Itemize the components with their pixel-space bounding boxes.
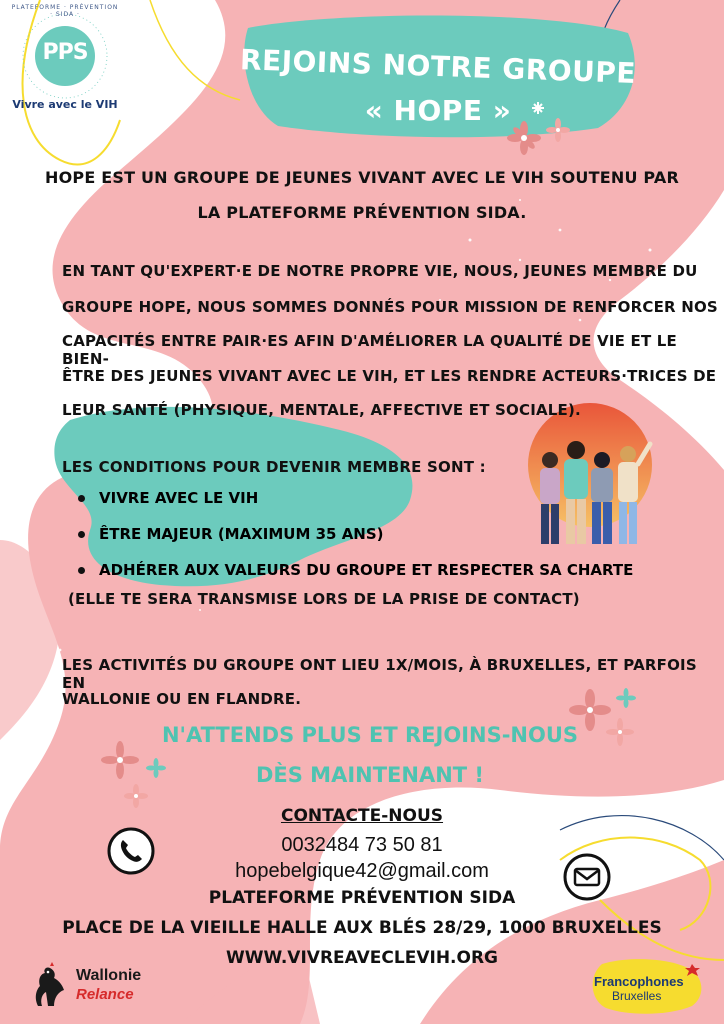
logo-initials: PPS [42,40,88,65]
cta-line1: N'ATTENDS PLUS ET REJOINS-NOUS [161,723,579,747]
phone-icon [106,826,156,876]
flower-icon [502,100,582,160]
mail-icon [562,852,612,902]
wallonie-label: Wallonie [76,967,142,984]
logo-tagline: Vivre avec le VIH [12,98,118,111]
relance-label: Relance [76,986,134,1003]
contact-org: PLATEFORME PRÉVENTION SIDA [208,888,516,908]
list-item: ÊTRE MAJEUR (MAXIMUM 35 ANS) [78,516,633,552]
conditions-list [78,480,633,588]
mission-line-1: EN TANT QU'EXPERT·E DE NOTRE PROPRE VIE, NOUS, JEUNES MEMBRE DU [62,262,698,280]
rooster-icon [28,962,72,1012]
flower-icon [568,680,648,770]
mission-line-3: CAPACITÉS ENTRE PAIR·ES AFIN D'AMÉLIORER LA QUALITÉ DE VIE ET LE BIEN- [62,332,678,368]
intro-line1: HOPE EST UN GROUPE DE JEUNES VIVANT AVEC LE VIH SOUTENU PAR [45,168,679,187]
list-item: VIVRE AVEC LE VIH [78,480,633,516]
cta-line2: DÈS MAINTENANT ! [255,763,485,787]
logo-ring-text: PLATEFORME · PRÉVENTION · SIDA · [11,4,119,18]
intro-line2: LA PLATEFORME PRÉVENTION SIDA. [197,203,527,222]
contact-phone[interactable]: 0032484 73 50 81 [281,834,443,856]
pps-logo [10,4,120,114]
mission-line-5: LEUR SANTÉ (PHYSIQUE, MENTALE, AFFECTIVE ET SOCIALE). [62,401,581,419]
list-item: ADHÉRER AUX VALEURS DU GROUPE ET RESPECTER SA CHARTE [78,552,633,588]
bruxelles-label: Bruxelles [612,989,662,1003]
contact-address: PLACE DE LA VIEILLE HALLE AUX BLÉS 28/29, 1000 BRUXELLES [62,918,662,938]
contact-heading: CONTACTE-NOUS [280,806,444,826]
flower-icon [98,734,168,814]
activities-line1: LES ACTIVITÉS DU GROUPE ONT LIEU 1X/MOIS, À BRUXELLES, ET PARFOIS EN [62,656,697,692]
conditions-heading: LES CONDITIONS POUR DEVENIR MEMBRE SONT : [62,458,486,476]
activities-line2: WALLONIE OU EN FLANDRE. [62,690,302,708]
mission-line-4: ÊTRE DES JEUNES VIVANT AVEC LE VIH, ET LES RENDRE ACTEURS·TRICES DE [62,367,717,385]
francophones-label: Francophones [594,974,684,989]
banner-line2: « HOPE » [364,94,512,127]
banner-line1: REJOINS NOTRE GROUPE [239,43,637,90]
conditions-note: (ELLE TE SERA TRANSMISE LORS DE LA PRISE DE CONTACT) [68,590,580,608]
contact-website[interactable]: WWW.VIVREAVECLEVIH.ORG [225,948,499,968]
mission-line-2: GROUPE HOPE, NOUS SOMMES DONNÉS POUR MISSION DE RENFORCER NOS [62,298,718,316]
contact-email[interactable]: hopebelgique42@gmail.com [235,860,489,882]
